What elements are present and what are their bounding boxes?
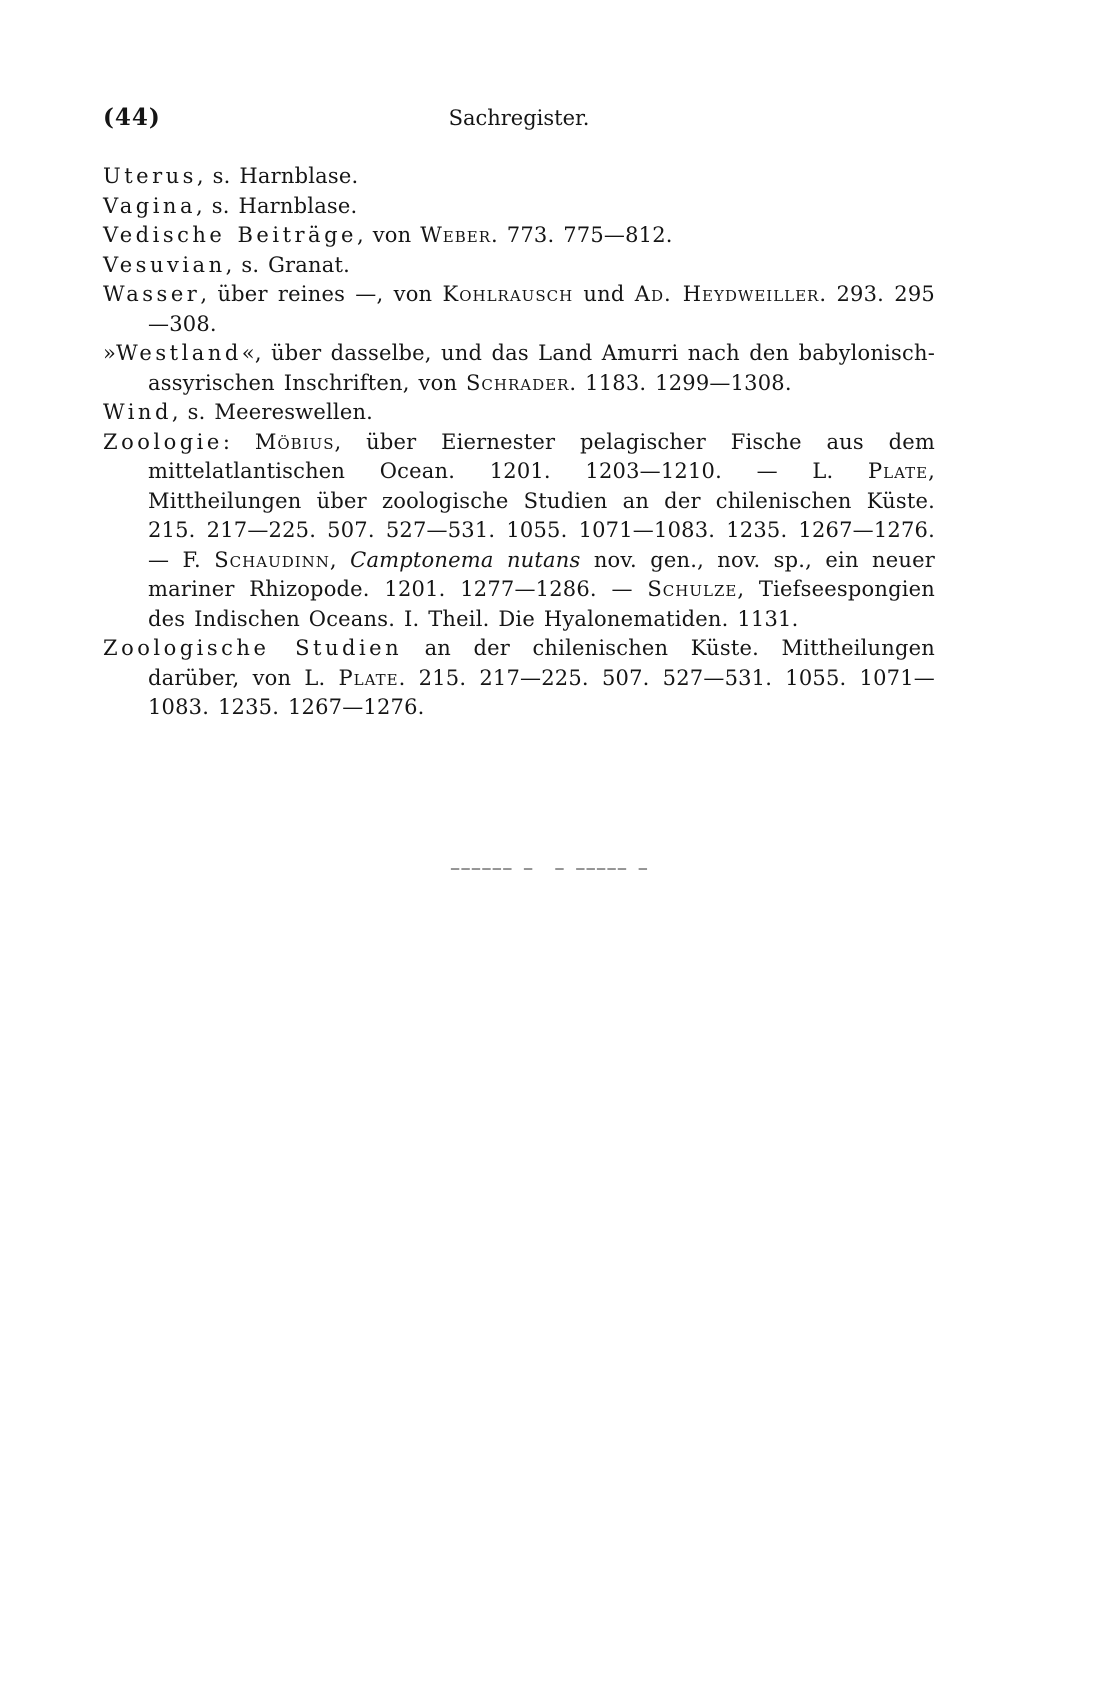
entry-text: . 1183. 1299—1308. (569, 370, 792, 395)
entry-text: , Mittheilungen über zoologische Studien an der chilenischen Küste. 215. 217—225. 507. 527—531. 1055. 1071—1083. 1235. 1267—1276. — F. (148, 459, 935, 572)
entry-text: nov. gen., nov. sp., ein neuer mariner Rhizopode. 1201. 1277—1286. — (148, 547, 935, 601)
entry-term: Vagina (103, 193, 196, 218)
entry-text: , s. Harnblase. (196, 164, 359, 188)
entry-text: an der chilenischen Küste. Mittheilungen darüber, von L. (148, 636, 935, 690)
entry-term: Zoologie (103, 429, 223, 454)
entry-text: «, über dasselbe, und das Land Amurri nach den babylonisch-assyrischen Inschriften, von (148, 341, 935, 395)
entry-text: Kohlrausch (442, 282, 574, 306)
entry-term: Westland (116, 341, 242, 365)
entry-text: . 773. 775—812. (491, 223, 673, 247)
index-entry (103, 162, 935, 192)
entry-term: Vedische Beiträge (103, 223, 357, 247)
index-entry (103, 221, 935, 251)
entry-text: . 293. 295—308. (148, 282, 935, 336)
index-entries (103, 162, 935, 723)
index-entry (103, 428, 935, 635)
entry-text: Möbius (254, 429, 335, 454)
entry-text: , s. Meereswellen. (171, 400, 374, 424)
index-entry (103, 634, 935, 723)
entry-text: Weber (420, 223, 492, 247)
entry-term: Vesuvian (103, 252, 226, 277)
index-entry (103, 398, 935, 428)
page-number: (44) (103, 104, 161, 131)
entry-text: Schulze (647, 577, 738, 601)
entry-text: , s. Granat. (225, 252, 350, 277)
entry-text: , Tiefseespongien des Indischen Oceans. I. Theil. Die Hyalonematiden. 1131. (148, 577, 935, 631)
entry-term: Zoologische Studien (103, 636, 403, 660)
entry-text: . 215. 217—225. 507. 527—531. 1055. 1071—1083. 1235. 1267—1276. (148, 665, 936, 719)
page-title: Sachregister. (448, 106, 590, 130)
dashed-divider: —————— – — ————– – (450, 860, 650, 877)
entry-text: , s. Harnblase. (195, 193, 358, 218)
index-entry (103, 280, 935, 339)
entry-text: Schaudinn (214, 547, 330, 572)
entry-text: und (573, 282, 635, 306)
entry-text: , (329, 547, 351, 572)
entry-text: : (222, 429, 255, 454)
entry-text: Camptonema nutans (350, 547, 581, 572)
index-entry (103, 339, 935, 398)
entry-term: Uterus (103, 164, 197, 188)
page-header (103, 0, 935, 140)
entry-term: Wind (103, 400, 172, 424)
entry-text: Schrader (466, 370, 570, 395)
entry-text: , über reines —, von (200, 282, 443, 306)
entry-text: , von (356, 223, 421, 247)
entry-text: Ad. Heydweiller (634, 282, 820, 306)
entry-text: Plate (868, 459, 929, 483)
entry-term: Wasser (103, 282, 201, 306)
entry-text: Plate (338, 665, 399, 690)
entry-text: , über Eiernester pelagischer Fische aus dem mittelatlantischen Ocean. 1201. 1203—1210. — L. (148, 429, 935, 483)
index-entry (103, 251, 935, 281)
entry-text: » (103, 341, 117, 365)
index-entry (103, 192, 935, 222)
